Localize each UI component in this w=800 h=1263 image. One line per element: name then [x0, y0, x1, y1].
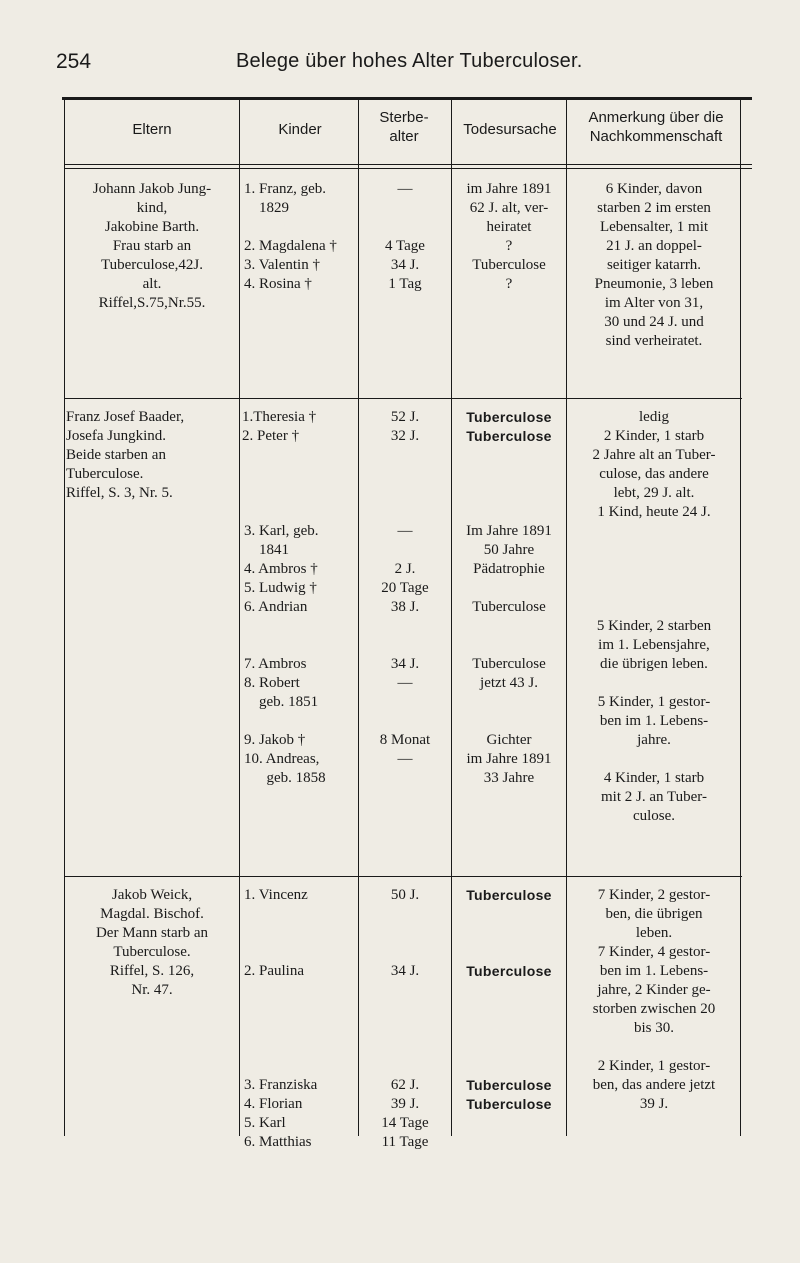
sterbealter-cell: — 4 Tage 34 J. 1 Tag — [385, 181, 425, 292]
group-separator-2 — [64, 876, 742, 877]
sterbealter-cell-b: — 2 J. 20 Tage 38 J. 34 J. — 8 Monat — — [379, 523, 431, 767]
eltern-cell: Franz Josef Baader, Josefa Jungkind. Beide starben an Tuberculose. Riffel, S. 3, Nr. 5. — [66, 409, 185, 501]
page-header — [50, 50, 750, 80]
eltern-cell: Johann Jakob Jung- kind, Jakobine Barth. Frau starb an Tuberculose,42J. alt. Riffel,S.75,Nr.55. — [92, 181, 212, 311]
eltern-cell: Jakob Weick, Magdal. Bischof. Der Mann starb an Tuberculose. Riffel, S. 126, Nr. 47. — [95, 887, 209, 998]
page-title: Belege über hohes Alter Tuberculoser. — [236, 50, 583, 72]
sterbealter-cell: 50 J. 34 J. 62 J. 39 J. 14 Tage 11 Tage — [381, 887, 429, 1150]
col-header-anmerkung: Anmerkung über die Nachkommenschaft — [588, 109, 724, 145]
page-number: 254 — [56, 50, 92, 73]
col-header-todesursache: Todesursache — [463, 121, 557, 138]
col-header-sterbealter: Sterbe- alter — [379, 109, 429, 145]
header-rule — [64, 164, 752, 165]
anmerkung-cell: 6 Kinder, davon starben 2 im ersten Lebensalter, 1 mit 21 J. an doppel- seitiger katarrh. Pneumonie, 3 leben im Alter von 31, 30 und 24 J. und sind verheiratet. — [594, 181, 714, 349]
kinder-cell-a: 1.Theresia † 2. Peter † — [242, 409, 317, 444]
kinder-cell-b: 3. Karl, geb. 1841 4. Ambros † 5. Ludwig † 6. Andrian 7. Ambros 8. Robert geb. 1851 9. Jakob † 10. Andreas, geb. 1858 — [244, 523, 326, 786]
header-rule-2 — [64, 168, 752, 169]
kinder-cell: 1. Franz, geb. 1829 2. Magdalena † 3. Valentin † 4. Rosina † — [244, 181, 337, 292]
todesursache-cell: Tuberculose Tuberculose Tuberculose Tuberculose — [466, 887, 552, 1112]
todesursache-cell-a: Tuberculose Tuberculose — [466, 409, 552, 444]
col-divider-1 — [239, 100, 240, 1136]
group-separator-1 — [64, 398, 742, 399]
col-header-kinder: Kinder — [278, 121, 322, 138]
col-header-eltern: Eltern — [132, 121, 172, 138]
todesursache-cell-b: Im Jahre 1891 50 Jahre Pädatrophie Tuberculose Tuberculose jetzt 43 J. Gichter im Jahre 1891 33 Jahre — [466, 523, 552, 786]
top-rule — [62, 97, 752, 100]
todesursache-cell: im Jahre 1891 62 J. alt, ver- heiratet ? Tuberculose ? — [466, 181, 552, 292]
anmerkung-cell-b: 5 Kinder, 2 starben im 1. Lebensjahre, die übrigen leben. 5 Kinder, 1 gestor- ben im 1. Lebens- jahre. 4 Kinder, 1 starb mit 2 J. an Tuber- culose. — [596, 618, 712, 824]
anmerkung-cell-a: ledig 2 Kinder, 1 starb 2 Jahre alt an Tuber- culose, das andere lebt, 29 J. alt. 1 Kind, heute 24 J. — [592, 409, 716, 520]
sterbealter-cell-a: 52 J. 32 J. — [390, 409, 420, 444]
kinder-cell: 1. Vincenz 2. Paulina 3. Franziska 4. Florian 5. Karl 6. Matthias — [244, 887, 318, 1150]
anmerkung-cell: 7 Kinder, 2 gestor- ben, die übrigen leben. 7 Kinder, 4 gestor- ben im 1. Lebens- jahre, 2 Kinder ge- storben zwischen 20 bis 30. 2 Kinder, 1 gestor- ben, das andere jetzt 39 J. — [592, 887, 716, 1112]
